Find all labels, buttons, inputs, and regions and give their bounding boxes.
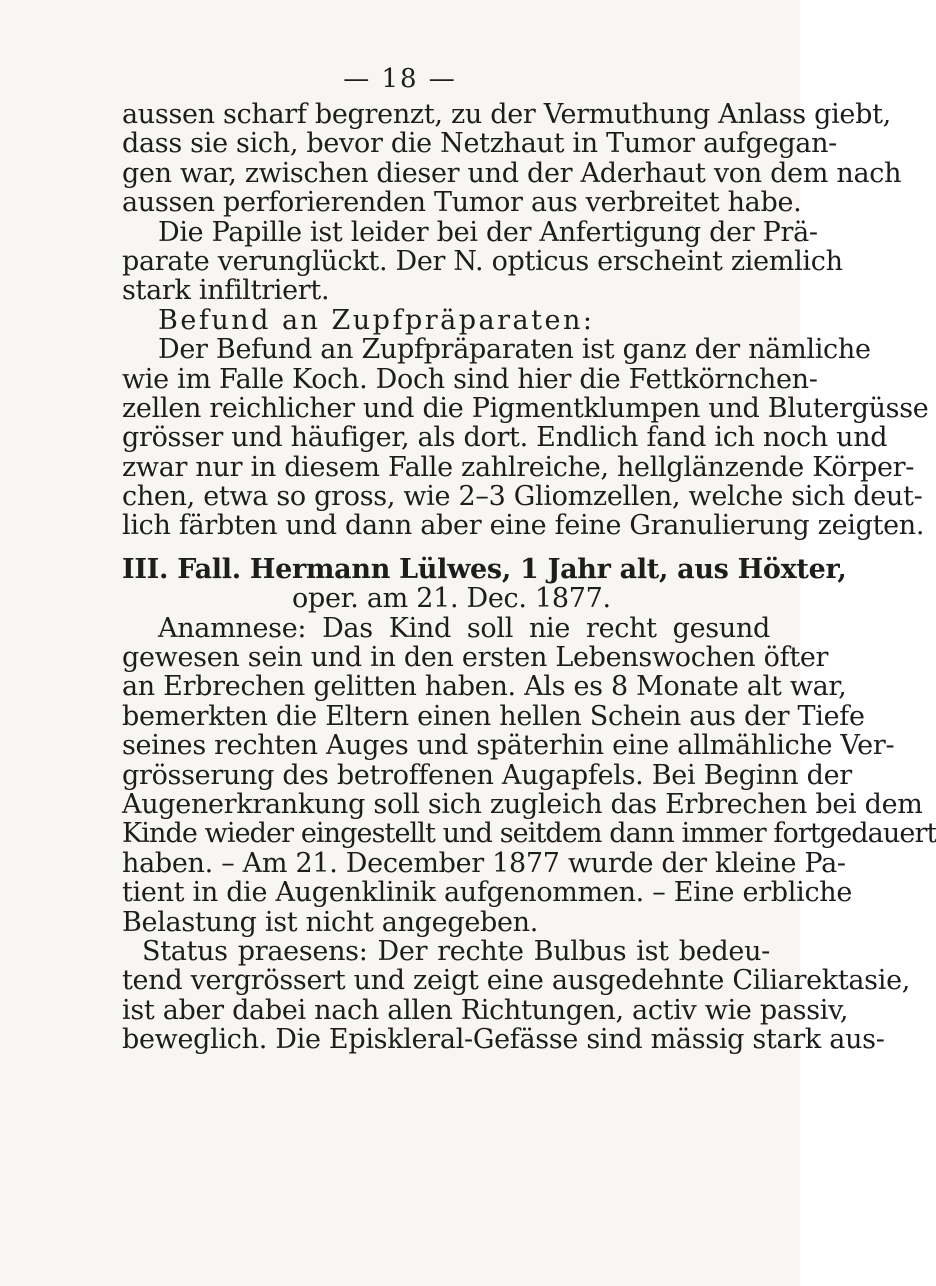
- text-line: Status praesens: Der rechte Bulbus ist bedeu-: [142, 935, 770, 967]
- case-subheading: oper. am 21. Dec. 1877.: [292, 583, 611, 615]
- text-line: seines rechten Auges und späterhin eine allmähliche Ver-: [122, 730, 895, 762]
- text-line: wie im Falle Koch. Doch sind hier die Fettkörnchen-: [122, 363, 818, 395]
- text-line: Der Befund an Zupfpräparaten ist ganz der nämliche: [158, 334, 871, 366]
- text-line: stark infiltriert.: [122, 275, 330, 307]
- text-line: Anamnese: Das Kind soll nie recht gesund: [158, 612, 770, 644]
- text-line: zellen reichlicher und die Pigmentklumpen und Blutergüsse: [122, 392, 929, 424]
- text-line: bemerkten die Eltern einen hellen Schein aus der Tiefe: [122, 700, 865, 732]
- text-line: Belastung ist nicht angegeben.: [122, 906, 539, 938]
- text-line: lich färbten und dann aber eine feine Granulierung zeigten.: [122, 510, 925, 542]
- text-line: haben. – Am 21. December 1877 wurde der kleine Pa-: [122, 847, 846, 879]
- page-text: [122, 99, 936, 1056]
- text-line: grösserung des betroffenen Augapfels. Bei Beginn der: [122, 759, 852, 791]
- text-line: chen, etwa so gross, wie 2–3 Gliomzellen, welche sich deut-: [122, 481, 923, 513]
- case-heading: III. Fall. Hermann Lülwes, 1 Jahr alt, aus Höxter,: [122, 553, 847, 585]
- text-line: gen war, zwischen dieser und der Aderhaut von dem nach: [122, 157, 902, 189]
- text-line: ist aber dabei nach allen Richtungen, activ wie passiv,: [122, 994, 849, 1026]
- text-line: gewesen sein und in den ersten Lebenswochen öfter: [122, 642, 829, 674]
- text-line: Augenerkrankung soll sich zugleich das Erbrechen bei dem: [122, 788, 923, 820]
- text-line: Die Papille ist leider bei der Anfertigung der Prä-: [158, 216, 818, 248]
- spacer: [122, 541, 770, 555]
- text-line: dass sie sich, bevor die Netzhaut in Tumor aufgegan-: [122, 128, 838, 160]
- text-line: beweglich. Die Episkleral-Gefässe sind mässig stark aus-: [122, 1024, 885, 1056]
- text-line: Kinde wieder eingestellt und seitdem dann immer fortgedauert: [122, 818, 936, 850]
- text-line: aussen scharf begrenzt, zu der Vermuthung Anlass giebt,: [122, 99, 891, 130]
- text-line: parate verunglückt. Der N. opticus erscheint ziemlich: [122, 245, 843, 277]
- text-line: grösser und häufiger, als dort. Endlich fand ich noch und: [122, 422, 888, 454]
- text-line: aussen perforierenden Tumor aus verbreitet habe.: [122, 187, 802, 219]
- text-line: an Erbrechen gelitten haben. Als es 8 Monate alt war,: [122, 671, 847, 703]
- page-number: — 18 —: [343, 64, 457, 94]
- text-line: tient in die Augenklinik aufgenommen. – Eine erbliche: [122, 877, 853, 909]
- section-heading: Befund an Zupfpräparaten:: [158, 304, 595, 336]
- text-line: tend vergrössert und zeigt eine ausgedehnte Ciliarektasie,: [122, 965, 911, 997]
- text-line: zwar nur in diesem Falle zahlreiche, hellglänzende Körper-: [122, 451, 915, 483]
